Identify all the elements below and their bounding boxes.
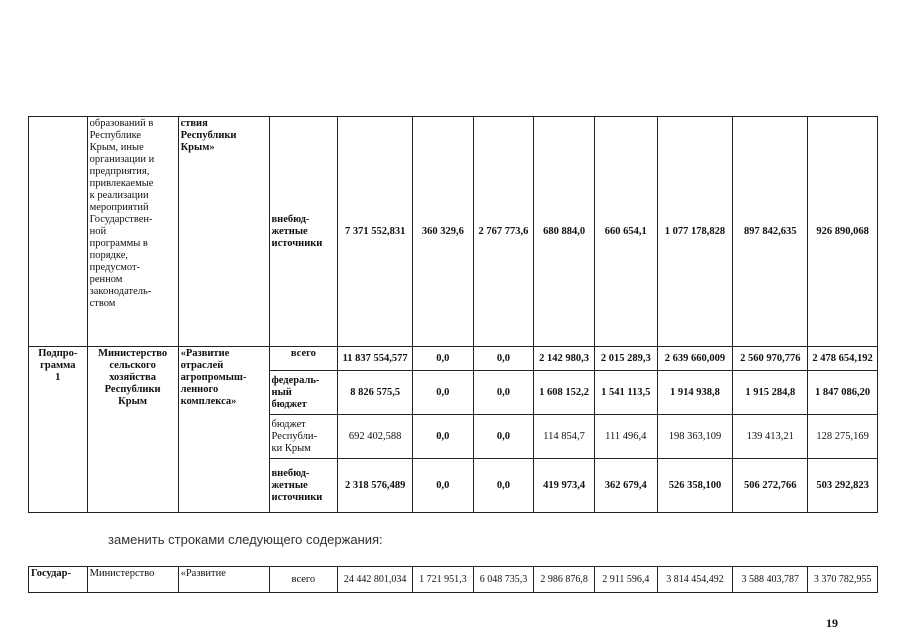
cell-value: 1 721 951,3	[413, 567, 474, 593]
cell-value: 0,0	[413, 459, 474, 513]
cell-value: 2 560 970,776	[733, 347, 808, 371]
cell-value: 2 015 289,3	[594, 347, 657, 371]
cell-name: Государ-	[29, 567, 88, 593]
table-row-state-program	[29, 567, 878, 593]
cell-value: 198 363,109	[657, 415, 733, 459]
cell-program: ствия Республики Крым»	[178, 117, 269, 347]
cell-source: федераль- ный бюджет	[269, 371, 338, 415]
cell-value: 2 639 660,009	[657, 347, 733, 371]
cell-value: 506 272,766	[733, 459, 808, 513]
cell-value: 1 541 113,5	[594, 371, 657, 415]
table-row-top	[29, 117, 878, 347]
cell-value: 0,0	[473, 415, 534, 459]
cell-value: 11 837 554,577	[338, 347, 413, 371]
cell-program: «Развитие	[178, 567, 269, 593]
cell-name-empty	[29, 117, 88, 347]
replacement-table	[28, 566, 878, 593]
cell-value: 111 496,4	[594, 415, 657, 459]
cell-value: 362 679,4	[594, 459, 657, 513]
cell-value: 2 142 980,3	[534, 347, 595, 371]
cell-value: 3 588 403,787	[733, 567, 808, 593]
cell-value: 7 371 552,831	[338, 117, 413, 347]
cell-value: 360 329,6	[413, 117, 474, 347]
cell-value: 139 413,21	[733, 415, 808, 459]
cell-value: 503 292,823	[808, 459, 878, 513]
cell-value: 6 048 735,3	[473, 567, 534, 593]
cell-performer: образований в Республике Крым, иные организации и предприятия, привлекаемые к реализации мероприятий Государствен- ной программы в порядке, предусмот- ренном законодатель- ством	[87, 117, 178, 347]
cell-value: 2 478 654,192	[808, 347, 878, 371]
cell-source: внебюд- жетные источники	[269, 117, 338, 347]
cell-value: 1 077 178,828	[657, 117, 733, 347]
cell-value: 3 370 782,955	[808, 567, 878, 593]
cell-value: 0,0	[413, 371, 474, 415]
cell-value: 692 402,588	[338, 415, 413, 459]
cell-value: 0,0	[413, 415, 474, 459]
cell-subprogram-performer: Министерство сельского хозяйства Республики Крым	[87, 347, 178, 513]
cell-value: 526 358,100	[657, 459, 733, 513]
cell-performer: Министерство	[87, 567, 178, 593]
cell-source: внебюд- жетные источники	[269, 459, 338, 513]
cell-source: всего	[269, 347, 338, 371]
cell-value: 419 973,4	[534, 459, 595, 513]
cell-subprogram-name: Подпро- грамма 1	[29, 347, 88, 513]
cell-subprogram-program: «Развитие отраслей агропромыш- ленного комплекса»	[178, 347, 269, 513]
cell-value: 114 854,7	[534, 415, 595, 459]
cell-value: 0,0	[413, 347, 474, 371]
replace-instruction: заменить строками следующего содержания:	[108, 532, 383, 547]
cell-value: 0,0	[473, 371, 534, 415]
cell-value: 8 826 575,5	[338, 371, 413, 415]
cell-value: 0,0	[473, 459, 534, 513]
cell-value: 2 318 576,489	[338, 459, 413, 513]
cell-value: 660 654,1	[594, 117, 657, 347]
program-funding-table	[28, 116, 878, 513]
cell-value: 24 442 801,034	[338, 567, 413, 593]
cell-value: 2 911 596,4	[594, 567, 657, 593]
cell-value: 2 986 876,8	[534, 567, 595, 593]
cell-value: 1 914 938,8	[657, 371, 733, 415]
cell-value: 128 275,169	[808, 415, 878, 459]
cell-value: 3 814 454,492	[657, 567, 733, 593]
cell-value: 680 884,0	[534, 117, 595, 347]
cell-value: 0,0	[473, 347, 534, 371]
page-number: 19	[826, 616, 838, 630]
cell-value: 926 890,068	[808, 117, 878, 347]
cell-value: 1 847 086,20	[808, 371, 878, 415]
cell-value: 1 915 284,8	[733, 371, 808, 415]
cell-value: 1 608 152,2	[534, 371, 595, 415]
cell-source: всего	[269, 567, 338, 593]
cell-source: бюджет Республи- ки Крым	[269, 415, 338, 459]
table-row-subprogram-total	[29, 347, 878, 371]
cell-value: 897 842,635	[733, 117, 808, 347]
cell-value: 2 767 773,6	[473, 117, 534, 347]
